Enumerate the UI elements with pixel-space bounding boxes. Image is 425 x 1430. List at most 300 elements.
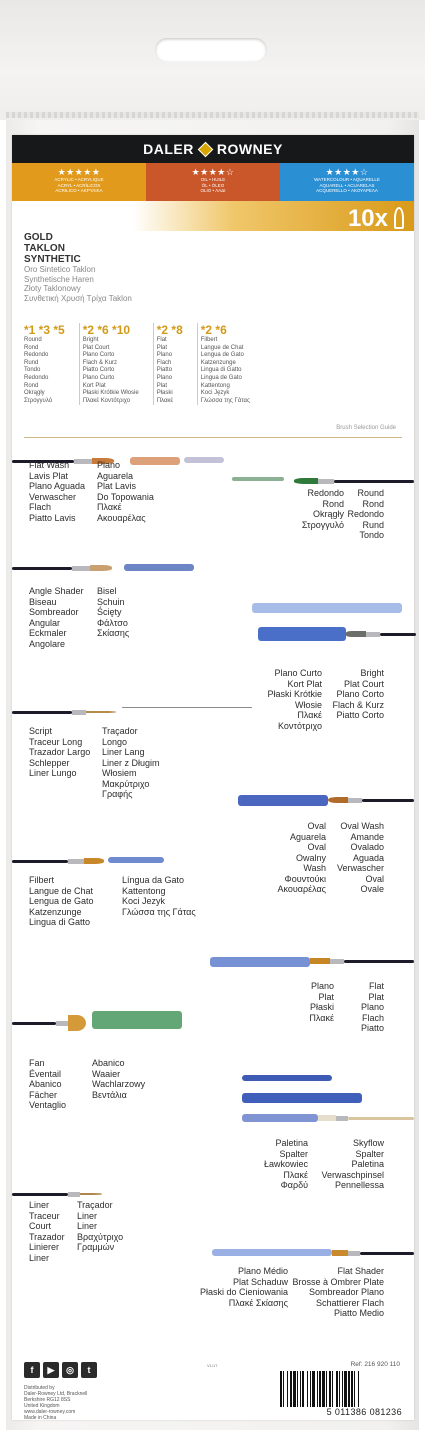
brush-name-line: Lingua di Gatto [29, 917, 91, 927]
barcode-bar [312, 1371, 315, 1407]
brush-ferrule [348, 798, 362, 803]
brush-name-line: Liner [77, 1210, 98, 1221]
paint-stroke [238, 795, 328, 806]
brush-handle [12, 567, 72, 570]
size-column [24, 323, 79, 405]
media-ratings [12, 163, 414, 201]
twitter-icon[interactable]: t [81, 1362, 97, 1378]
size-name: Round [24, 337, 42, 343]
brush-name-line: Płaski do Cieniowania [199, 1287, 288, 1297]
brush-name-line: Oval [307, 821, 326, 831]
brush-name-line: Angle Shader [29, 586, 84, 596]
size-name: Στρογγυλό [24, 397, 53, 404]
brush-name-line: Liner [29, 1252, 50, 1263]
brush-hair [68, 1015, 86, 1031]
size-column [197, 323, 264, 405]
brush-name-line: Βεντάλια [92, 1089, 127, 1100]
brush-name-line: Plano [310, 981, 334, 991]
brush-handle [12, 711, 72, 714]
script-names-alt [102, 726, 160, 800]
brush-name-line: Trazador [29, 1231, 65, 1242]
size-name: Kattentong [200, 382, 230, 389]
brush-ferrule [68, 1192, 80, 1197]
brush-name-line: Tondo [359, 530, 384, 540]
brush-name-line: Fächer [29, 1089, 58, 1100]
flat-wash-names-alt [97, 460, 154, 523]
barcode-bar [287, 1371, 288, 1407]
brush-hair [86, 711, 116, 713]
brush-name-line: Ovalado [350, 842, 384, 852]
size-name: Plano [156, 374, 173, 381]
guide-title: Brush Selection Guide [336, 425, 396, 431]
size-name: Plano Curto [82, 374, 115, 381]
brush-handle [348, 1117, 414, 1120]
brush-name-line: Ακουαρέλας [277, 884, 326, 894]
brush-name-line: Ακουαρέλας [97, 512, 146, 523]
brush-name-line: Eckmaler [29, 628, 67, 638]
flat-shader-names [200, 1266, 288, 1308]
subtitle-line: Συνθετική Χρυσή Τρίχα Taklon [24, 293, 132, 303]
brush-name-line: Κοντότριχο [278, 720, 322, 731]
barcode [278, 1371, 398, 1409]
brush-name-line: Plat Court [343, 678, 384, 689]
brush-name-line: Φαρδύ [280, 1180, 308, 1190]
brush-name-line: Flat Shader [337, 1266, 384, 1276]
barcode-bar [344, 1371, 347, 1407]
brush-name-line: Pennellessa [334, 1180, 384, 1190]
brush-hair [346, 631, 366, 637]
brush-count: 10x [347, 205, 388, 232]
barcode-bar [297, 1371, 298, 1407]
fan-brush [12, 1017, 92, 1029]
brush-name-line: Owalny [295, 852, 326, 863]
size-name: Plat Court [82, 344, 110, 351]
brush-name-line: Μακρύτριχο [102, 778, 150, 789]
paint-stroke [212, 1249, 332, 1256]
brush-name-line: Πλακέ Σκίασης [228, 1297, 288, 1308]
brush-name-line: Spalter [355, 1148, 384, 1159]
brush-name-line: Sombreador [29, 607, 79, 617]
distributor-address [24, 1385, 87, 1421]
brush-name-line: Piatto Lavis [29, 512, 76, 523]
size-name: Πλακέ [156, 397, 174, 404]
product-card [12, 135, 414, 1420]
size-name: Płaski Krótkie Włosie [82, 390, 139, 397]
size-numbers: *2 *8 [156, 323, 183, 337]
brush-name-line: Língua da Gato [122, 875, 185, 885]
brush-name-line: Plat Schaduw [232, 1276, 288, 1287]
print-code: V1/17 [207, 1363, 218, 1368]
brush-ferrule [72, 566, 90, 571]
brush-name-line: Włosie [294, 699, 322, 710]
flat-wash-names [29, 460, 85, 523]
brush-ferrule [318, 479, 334, 484]
brush-name-line: Στρογγυλό [301, 519, 344, 530]
brush-name-line: Ławkowiec [263, 1159, 308, 1169]
brush-name-line: Plat [318, 991, 334, 1002]
brush-name-line: Sombreador Plano [308, 1287, 384, 1297]
size-name: Flach & Kurz [82, 359, 118, 366]
brush-hair [318, 1115, 336, 1121]
brush-name-line: Brosse à Ombrer Plate [292, 1276, 384, 1287]
brush-name-line: Traçador [102, 726, 138, 736]
size-name: Plat [156, 344, 168, 351]
brush-hair [328, 797, 348, 803]
paint-stroke [232, 477, 284, 481]
brush-hair [80, 1193, 102, 1195]
size-name: Bright [82, 337, 99, 343]
youtube-icon[interactable]: ▶ [43, 1362, 59, 1378]
brush-name-line: Amande [350, 831, 384, 842]
size-name: Rund [24, 359, 39, 366]
brush-name-line: Abanico [92, 1058, 125, 1068]
brush-name-line: Paletina [275, 1138, 308, 1148]
size-name: Redondo [24, 374, 49, 381]
brush-name-line: Liner Lang [102, 747, 145, 757]
brush-name-line: Plano Curto [274, 668, 322, 678]
brush-ferrule [68, 859, 84, 864]
liner-brush [12, 1188, 104, 1200]
brush-name-line: Plano [360, 1002, 384, 1012]
brush-hair [90, 565, 112, 571]
product-title [24, 232, 81, 265]
brush-ferrule [366, 632, 380, 637]
brush-name-line: Redondo [347, 509, 384, 519]
paint-stroke [92, 1011, 182, 1029]
barcode-number: 5 011386 081236 [326, 1407, 402, 1417]
brush-name-line: Γραφής [102, 789, 133, 799]
brush-name-line: Βραχύτριχο [77, 1231, 124, 1242]
barcode-bar [290, 1371, 292, 1407]
brush-name-line: Włosiem [102, 768, 137, 778]
medium-line: ACRYL • ACRÍLICOS [57, 182, 101, 188]
medium-oil [146, 163, 280, 201]
medium-line: WATERCOLOUR • AQUARELLE [314, 177, 380, 182]
skyflow-names-alt [321, 1138, 384, 1191]
barcode-bar [319, 1371, 321, 1407]
brush-name-line: Bright [360, 668, 384, 678]
brush-name-line: Liner [29, 1200, 50, 1210]
oval-wash-brush [328, 794, 414, 806]
brush-name-line: Φάλτσο [97, 617, 128, 628]
title-line: GOLD [24, 232, 53, 243]
title-line: SYNTHETIC [24, 254, 81, 265]
brush-ferrule [336, 1116, 348, 1121]
size-name: Lingua de Gato [200, 374, 242, 381]
hang-hole [155, 38, 267, 62]
brush-name-line: Court [29, 1221, 52, 1231]
flat-names-alt [361, 981, 384, 1034]
paint-stroke [242, 1114, 318, 1122]
brush-hair [294, 478, 318, 484]
size-name: Plano Corto [82, 352, 115, 359]
size-name: Πλακέ Κοντότριχο [82, 397, 131, 404]
brush-name-line: Éventail [29, 1068, 62, 1079]
size-name: Okrągły [24, 390, 45, 397]
barcode-bar [310, 1371, 311, 1407]
brush-name-line: Rond [322, 498, 344, 509]
flat-shader-names-alt [292, 1266, 384, 1319]
barcode-bar [336, 1371, 338, 1407]
barcode-bar [326, 1371, 327, 1407]
size-name: Flach [156, 359, 172, 366]
brush-name-line: Φουντούκι [284, 873, 326, 884]
brush-name-line: Aguarela [289, 831, 326, 842]
angle-shader-names [29, 586, 84, 649]
brush-name-line: Verwaschpinsel [321, 1169, 384, 1180]
size-name: Γλώσσα της Γάτας [200, 397, 250, 404]
brush-name-line: Lavis Plat [29, 470, 69, 481]
round-names-alt [347, 488, 384, 541]
paint-stroke [242, 1075, 332, 1081]
brush-name-line: Schuin [97, 596, 125, 607]
brush-ferrule [56, 1021, 68, 1026]
brush-name-line: Plano [97, 460, 121, 470]
brush-name-line: Filbert [29, 875, 55, 885]
brush-ferrule [72, 710, 86, 715]
brush-handle [12, 1022, 56, 1025]
brush-name-line: Paletina [351, 1159, 384, 1169]
brand-name-left: DALER [143, 141, 194, 157]
round-names [302, 488, 344, 530]
address-line: Berkshire RG12 8SS [24, 1397, 71, 1403]
brush-name-line: Script [29, 726, 53, 736]
brush-name-line: Oval [307, 842, 326, 852]
brush-name-line: Traceur Long [29, 736, 83, 747]
brush-name-line: Πλακέ [309, 1012, 334, 1023]
brush-name-line: Liner [77, 1221, 98, 1231]
brush-name-line: Wash [303, 863, 326, 873]
brush-name-line: Ovale [360, 884, 384, 894]
brush-name-line: Verwascher [336, 863, 384, 873]
barcode-bar [302, 1371, 304, 1407]
medium-watercolour [280, 163, 414, 201]
paint-stroke [258, 627, 346, 641]
brush-name-line: Biseau [29, 596, 57, 607]
liner-names-alt [77, 1200, 123, 1253]
brush-name-line: Ventaglio [29, 1100, 67, 1110]
rating-stars: ★★★★★ [57, 167, 101, 177]
brush-name-line: Piatto Medio [333, 1308, 384, 1318]
brush-name-line: Verwascher [29, 491, 77, 502]
brush-name-line: Fan [29, 1058, 45, 1068]
brush-name-line: Ścięty [97, 607, 122, 617]
brush-handle [380, 633, 416, 636]
brush-name-line: Koci Jezyk [122, 896, 166, 906]
medium-acrylic [12, 163, 146, 201]
medium-line: OLIO • ΛΑΔΙ [200, 188, 226, 193]
brush-name-line: Πλακέ [297, 710, 322, 720]
address-line: United Kingdom [24, 1403, 60, 1409]
brush-name-line: Langue de Chat [29, 885, 94, 896]
barcode-bar [354, 1371, 355, 1407]
size-name: Flat [156, 337, 167, 343]
brush-handle [362, 799, 414, 802]
paint-stroke [242, 1093, 362, 1103]
size-name: Katzenzunge [200, 359, 236, 366]
brush-name-line: Redondo [307, 488, 344, 498]
size-name: Plano [156, 352, 173, 359]
brand-bar [12, 135, 414, 163]
barcode-bar [280, 1371, 282, 1407]
brush-hair [332, 1250, 348, 1256]
rating-stars: ★★★★☆ [191, 167, 235, 177]
brush-name-line: Aguada [352, 852, 384, 863]
brush-name-line: Rond [362, 498, 384, 509]
brush-name-line: Katzenzunge [29, 906, 82, 917]
size-name: Piatto [156, 367, 173, 374]
brush-name-line: Πλακέ [283, 1169, 308, 1180]
brush-name-line: Lengua de Gato [29, 896, 94, 906]
brush-name-line: Piatto [360, 1023, 384, 1033]
bright-names-alt [332, 668, 384, 721]
brush-name-line: Longo [102, 736, 128, 747]
brush-name-line: Liner z Długim [102, 757, 160, 768]
instagram-icon[interactable]: ◎ [62, 1362, 78, 1378]
brush-handle [12, 1193, 68, 1196]
size-name: Lengua de Gato [200, 352, 244, 359]
brush-hair [310, 958, 330, 964]
brush-name-line: Traceur [29, 1210, 60, 1221]
brush-name-line: Oval [365, 873, 384, 884]
medium-line: ACQUERELLO • ΑΚΟΥΑΡΕΛΑ [316, 188, 378, 193]
size-name: Rond [24, 382, 39, 389]
brush-name-line: Σκίασης [97, 628, 130, 638]
size-name: Plat [156, 382, 168, 389]
liner-names [29, 1200, 65, 1263]
rating-stars: ★★★★☆ [325, 167, 369, 177]
brush-name-line: Πλακέ [97, 502, 122, 512]
medium-line: ACRILICO • ΑΚΡΥΛΙΚΑ [55, 188, 103, 193]
brush-name-line: Okrągły [312, 509, 344, 519]
skyflow-brush [318, 1112, 414, 1124]
size-name: Kort Plat [82, 382, 106, 389]
size-name: Piatto Corto [82, 367, 115, 374]
brush-name-line: Plano Médio [237, 1266, 288, 1276]
barcode-bar [348, 1371, 350, 1407]
brush-name-line: Płaski Krótkie [267, 689, 322, 699]
brush-handle [360, 1252, 414, 1255]
paint-stroke [122, 707, 252, 708]
address-line: Made in China [24, 1415, 57, 1421]
brush-name-line: Flat [368, 981, 384, 991]
size-name: Redondo [24, 352, 49, 359]
barcode-bar [329, 1371, 331, 1407]
brush-name-line: Wachlarzowy [92, 1079, 146, 1089]
paint-stroke [108, 857, 164, 863]
size-column [79, 323, 153, 405]
barcode-bar [342, 1371, 343, 1407]
paint-stroke [184, 457, 224, 463]
paint-stroke [252, 603, 402, 613]
social-links [24, 1362, 97, 1378]
brush-handle [12, 860, 68, 863]
hang-tab [0, 0, 425, 120]
angle-shader-brush [12, 562, 120, 574]
brush-name-line: Trazador Largo [29, 747, 91, 757]
brand-name-right: ROWNEY [216, 141, 283, 157]
brush-name-line: Rund [362, 519, 384, 530]
size-column [153, 323, 197, 405]
brush-name-line: Angular [29, 617, 61, 628]
brush-name-line: Γραμμών [77, 1242, 115, 1252]
size-numbers: *1 *3 *5 [24, 323, 65, 337]
brush-name-line: Plat [368, 991, 384, 1002]
subtitle-line: Synthetische Haren [24, 274, 94, 284]
facebook-icon[interactable]: f [24, 1362, 40, 1378]
brush-name-line: Plano Aguada [29, 481, 86, 491]
barcode-bar [307, 1371, 308, 1407]
filbert-names [29, 875, 94, 928]
paint-stroke [210, 957, 310, 967]
brush-name-line: Oval Wash [340, 821, 384, 831]
brush-name-line: Schattierer Flach [315, 1297, 384, 1308]
barcode-bar [339, 1371, 340, 1407]
brush-name-line: Spalter [279, 1148, 308, 1159]
brush-name-line: Plano Corto [336, 689, 384, 699]
product-ref: Ref: 216 920 110 [350, 1361, 400, 1368]
brush-icon [394, 207, 404, 229]
bright-brush [346, 628, 416, 640]
brush-name-line: Aguarela [97, 470, 134, 481]
brush-name-line: Bisel [97, 586, 117, 596]
oval-wash-names [277, 821, 326, 895]
brush-name-line: Liner Lungo [29, 768, 77, 778]
medium-line: ÖL • ÓLEO [201, 182, 225, 188]
address-line: www.daler-rowney.com [24, 1409, 76, 1415]
brush-name-line: Płaski [309, 1002, 334, 1012]
barcode-bar [332, 1371, 333, 1407]
size-name: Lingua di Gatto [200, 367, 242, 374]
script-names [29, 726, 90, 779]
guide-rule [24, 437, 402, 438]
bag-seal [6, 112, 419, 118]
product-subtitles [24, 265, 132, 303]
size-name: Koci Język [200, 390, 230, 397]
brand-logo [143, 141, 283, 157]
brush-name-line: Angolare [29, 638, 66, 649]
barcode-bar [300, 1371, 301, 1407]
flat-brush [310, 955, 414, 967]
fan-names-alt [92, 1058, 145, 1100]
brush-name-line: Flach [361, 1012, 384, 1023]
fan-names [29, 1058, 66, 1111]
subtitle-line: Oro Sintetico Taklon [24, 265, 96, 274]
brush-name-line: Plat Lavis [97, 481, 137, 491]
address-line: Distributed by [24, 1385, 55, 1391]
filbert-brush [12, 855, 112, 867]
brush-name-line: Flach & Kurz [332, 699, 384, 710]
brush-ferrule [330, 959, 344, 964]
barcode-bar [358, 1371, 359, 1407]
title-line: TAKLON [24, 243, 65, 254]
medium-line: AQUARELL • ACUARELAS [319, 182, 375, 188]
brush-name-line: Kort Plat [287, 678, 322, 689]
brand-diamond-icon [198, 141, 214, 157]
flat-names [309, 981, 334, 1023]
brush-name-line: Schlepper [29, 757, 70, 768]
angle-shader-names-alt [97, 586, 129, 639]
address-line: Daler-Rowney Ltd, Bracknell [24, 1391, 88, 1397]
brush-hair [84, 858, 104, 864]
brush-name-line: Linierer [29, 1242, 60, 1252]
flat-shader-brush [332, 1247, 414, 1259]
barcode-bar [351, 1371, 353, 1407]
bright-names [267, 668, 322, 731]
brush-name-line: Abanico [29, 1079, 62, 1089]
brush-ferrule [348, 1251, 360, 1256]
brush-sizes [24, 323, 264, 405]
